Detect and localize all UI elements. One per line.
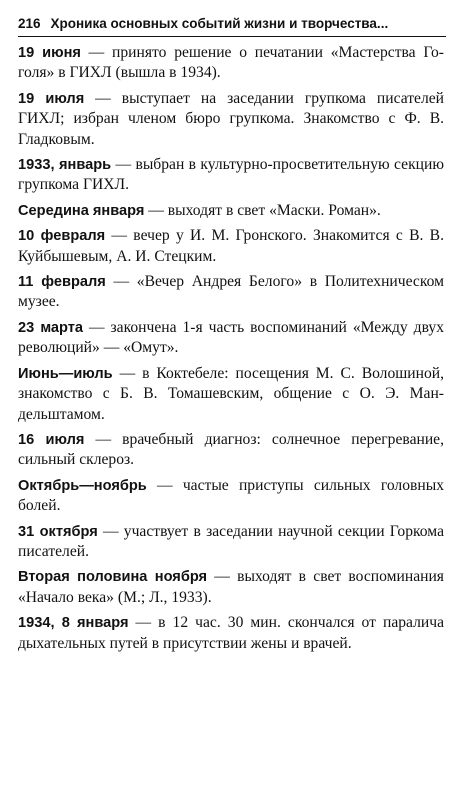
chronicle-entry xyxy=(18,567,444,608)
entry-date: Вторая половина ноября xyxy=(18,569,208,586)
entry-text: — врачебный диагноз: солнечное перегревание, сильный склероз. xyxy=(18,430,444,469)
entry-text: — «Вечер Андрея Белого» в Политехническом музее. xyxy=(18,273,444,311)
chronicle-entry xyxy=(18,430,444,471)
entry-text: — выступает на заседании групкома писателей ГИХЛ; избран членом бюро групкома. Знакомство с Ф. В. Гладковым. xyxy=(18,89,444,148)
chronicle-entry xyxy=(18,272,444,313)
entry-text: — закончена 1-я часть воспоминаний «Между двух революций» — «Омут». xyxy=(18,318,445,357)
entry-date: 19 июля xyxy=(18,90,85,107)
chronicle-entry xyxy=(18,43,444,84)
entry-text: — в Коктебеле: посещения М. С. Волошиной, знакомство с Б. В. Томашевским, общение с О. Э. Мандельштамом. xyxy=(18,364,444,423)
entry-date: 31 октября xyxy=(18,523,98,540)
running-header xyxy=(18,14,446,37)
entry-date: Июнь—июль xyxy=(18,365,113,382)
entry-text: — в 12 час. 30 мин. скончался от паралича дыхательных путей в присутствии жены и врачей. xyxy=(18,614,444,652)
entry-date: 1933, январь xyxy=(18,157,112,174)
chronicle-entry xyxy=(18,226,444,267)
entry-text: — частые приступы сильных головных болей. xyxy=(18,476,444,515)
entry-date: 23 марта xyxy=(18,319,84,336)
chronicle-entry xyxy=(18,89,444,150)
entry-text: — вечер у И. М. Гронского. Знакомится с В. В. Куйбышевым, А. И. Стецким. xyxy=(18,227,444,265)
header-title: Хроника основных событий жизни и творчества... xyxy=(50,16,389,31)
entry-text: — выходят в свет «Маски. Роман». xyxy=(144,201,381,219)
entry-text: — выходят в свет воспоминания «Начало века» (М.; Л., 1933). xyxy=(18,568,444,606)
entry-date: 1934, 8 января xyxy=(18,615,129,632)
entry-date: Октябрь—ноябрь xyxy=(18,477,147,494)
entry-text: — участвует в заседании научной секции Горкома писателей. xyxy=(18,522,444,560)
entry-date: 16 июля xyxy=(18,431,85,448)
chronicle-text xyxy=(18,43,444,659)
chronicle-entry xyxy=(18,201,444,221)
entry-date: 10 февраля xyxy=(18,228,106,245)
chronicle-entry xyxy=(18,613,444,654)
entry-text: — выбран в культурно-просветительную секцию групкома ГИХЛ. xyxy=(18,156,445,194)
chronicle-entry xyxy=(18,318,444,359)
entry-date: 19 июня xyxy=(18,45,81,61)
page-number: 216 xyxy=(18,16,41,31)
entry-text: — принято решение о печатании «Мастерства Гоголя» в ГИХЛ (вышла в 1934). xyxy=(18,44,444,82)
entry-date: Середина января xyxy=(18,202,145,219)
chronicle-entry xyxy=(18,364,444,425)
chronicle-entry xyxy=(18,476,444,517)
entry-date: 11 февраля xyxy=(18,274,106,291)
chronicle-entry xyxy=(18,522,444,563)
chronicle-entry xyxy=(18,155,444,196)
